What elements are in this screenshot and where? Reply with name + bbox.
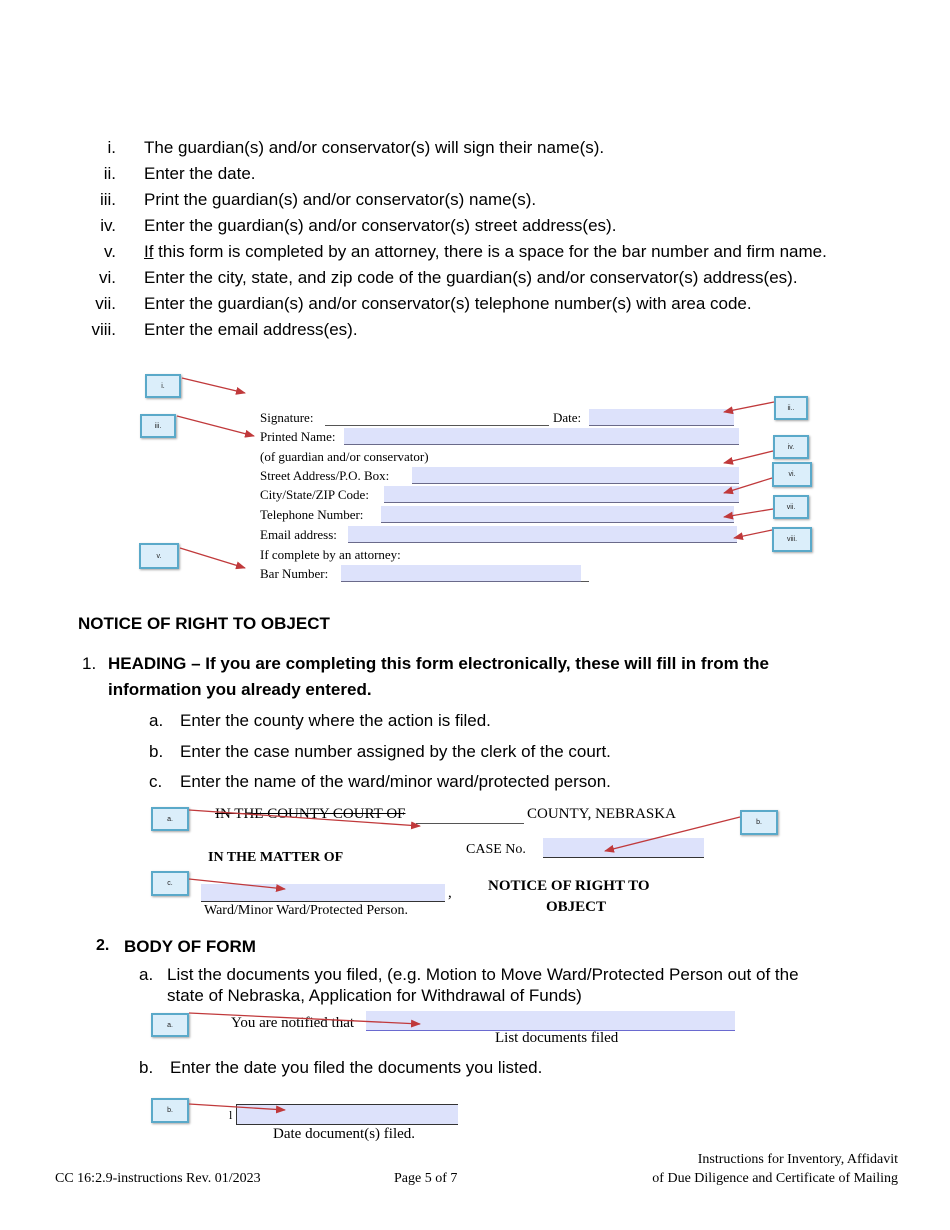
telephone-field[interactable] — [381, 506, 734, 523]
date-filed-caption: Date document(s) filed. — [273, 1126, 416, 1142]
date-label: Date: — [553, 410, 582, 425]
bar-number-field[interactable] — [341, 565, 581, 582]
item-b-text: Enter the date you filed the documents you listed. — [170, 1058, 543, 1077]
callout-ii: ii.. — [774, 396, 808, 420]
callout-iii: iii. — [140, 414, 176, 438]
item-b-label: b. — [139, 1058, 154, 1077]
bar-number-label: Bar Number: — [260, 566, 329, 581]
section-2-number: 2. — [96, 937, 110, 954]
arrow-i — [182, 378, 245, 393]
notice-heading-line2: OBJECT — [546, 899, 607, 915]
callout-vi: vi. — [772, 462, 812, 487]
of-guardian-note: (of guardian and/or conservator) — [260, 449, 429, 464]
step-number: vi. — [99, 268, 116, 287]
footer-title-line2: of Due Diligence and Certificate of Mailing — [652, 1171, 898, 1186]
date-field-prefix: l — [229, 1108, 233, 1122]
page-number: Page 5 of 7 — [394, 1171, 458, 1186]
callout-iv: iv. — [773, 435, 809, 459]
item-text: Enter the case number assigned by the clerk of the court. — [180, 742, 611, 761]
printed-name-field[interactable] — [344, 428, 739, 445]
step-number: iii. — [99, 190, 116, 209]
item-text: Enter the county where the action is filed. — [180, 711, 491, 730]
item-a-text-cont: state of Nebraska, Application for Withdrawal of Funds) — [167, 986, 582, 1005]
date-field[interactable] — [589, 409, 734, 426]
step-text: Enter the date. — [144, 164, 256, 183]
section-1-heading-cont: information you already entered. — [108, 680, 372, 699]
date-filed-field[interactable] — [236, 1104, 458, 1125]
documents-field[interactable] — [366, 1011, 735, 1031]
step-number: viii. — [91, 320, 116, 339]
callout-a: a. — [151, 807, 189, 831]
callout-vii: vii. — [773, 495, 809, 519]
callout-c: c. — [151, 871, 189, 896]
street-field[interactable] — [412, 467, 739, 484]
step-text — [144, 242, 827, 262]
arrow-viii — [734, 530, 772, 538]
step-number: vii. — [95, 294, 116, 313]
step-text: Print the guardian(s) and/or conservator(s) name(s). — [144, 190, 537, 209]
signature-label: Signature: — [260, 410, 314, 425]
county-nebraska-label: COUNTY, NEBRASKA — [527, 806, 676, 822]
step-text: Enter the guardian(s) and/or conservator(s) telephone number(s) with area code. — [144, 294, 752, 313]
step-text-rest: this form is completed by an attorney, there is a space for the bar number and firm name. — [153, 242, 827, 261]
arrow-v — [180, 548, 245, 568]
item-label: b. — [149, 742, 164, 761]
list-documents-caption: List documents filed — [495, 1030, 619, 1046]
item-text: Enter the name of the ward/minor ward/protected person. — [180, 772, 611, 791]
street-label: Street Address/P.O. Box: — [260, 468, 390, 483]
footer-title-line1: Instructions for Inventory, Affidavit — [697, 1152, 898, 1167]
item-label: c. — [149, 772, 163, 791]
notice-heading-line1: NOTICE OF RIGHT TO — [488, 878, 650, 894]
signature-line — [325, 425, 549, 426]
callout-v: v. — [139, 543, 179, 569]
section-2-heading: BODY OF FORM — [124, 937, 256, 956]
step-text: The guardian(s) and/or conservator(s) will sign their name(s). — [144, 138, 605, 157]
county-line — [416, 823, 524, 824]
arrow-iv — [724, 451, 773, 463]
printed-name-label: Printed Name: — [260, 429, 336, 444]
callout-viii: viii. — [772, 527, 812, 552]
step-text: Enter the email address(es). — [144, 320, 358, 339]
step-if-word: If — [144, 242, 154, 261]
step-number: i. — [107, 138, 116, 157]
bar-number-line-end — [581, 581, 589, 582]
matter-of-label: IN THE MATTER OF — [208, 850, 344, 865]
callout-b2: b. — [151, 1098, 189, 1123]
case-number-field[interactable] — [543, 838, 704, 858]
city-label: City/State/ZIP Code: — [260, 487, 369, 502]
step-number: ii. — [103, 164, 116, 183]
section-1-heading: HEADING – If you are completing this form electronically, these will fill in from the — [108, 654, 769, 673]
ward-label: Ward/Minor Ward/Protected Person. — [204, 903, 408, 918]
notified-label: You are notified that — [231, 1015, 355, 1031]
county-court-label: IN THE COUNTY COURT OF — [215, 806, 406, 822]
item-a-label: a. — [139, 965, 154, 984]
email-field[interactable] — [348, 526, 737, 543]
step-text: Enter the guardian(s) and/or conservator(s) street address(es). — [144, 216, 617, 235]
form-id: CC 16:2.9-instructions Rev. 01/2023 — [55, 1171, 261, 1186]
section-1-number: 1. — [82, 654, 97, 673]
comma: , — [448, 885, 452, 901]
step-number: v. — [104, 242, 116, 261]
notice-title: NOTICE OF RIGHT TO OBJECT — [78, 614, 330, 633]
item-label: a. — [149, 711, 164, 730]
callout-i: i. — [145, 374, 181, 398]
telephone-label: Telephone Number: — [260, 507, 364, 522]
step-text: Enter the city, state, and zip code of the guardian(s) and/or conservator(s) address(es). — [144, 268, 798, 287]
callout-b: b. — [740, 810, 778, 835]
case-no-label: CASE No. — [466, 842, 526, 857]
city-field[interactable] — [384, 486, 739, 503]
step-number: iv. — [100, 216, 116, 235]
email-label: Email address: — [260, 527, 337, 542]
item-a-text: List the documents you filed, (e.g. Motion to Move Ward/Protected Person out of the — [167, 965, 799, 984]
callout-a2: a. — [151, 1013, 189, 1037]
arrow-iii — [177, 416, 254, 436]
ward-name-field[interactable] — [201, 884, 445, 902]
if-attorney-label: If complete by an attorney: — [260, 547, 401, 562]
